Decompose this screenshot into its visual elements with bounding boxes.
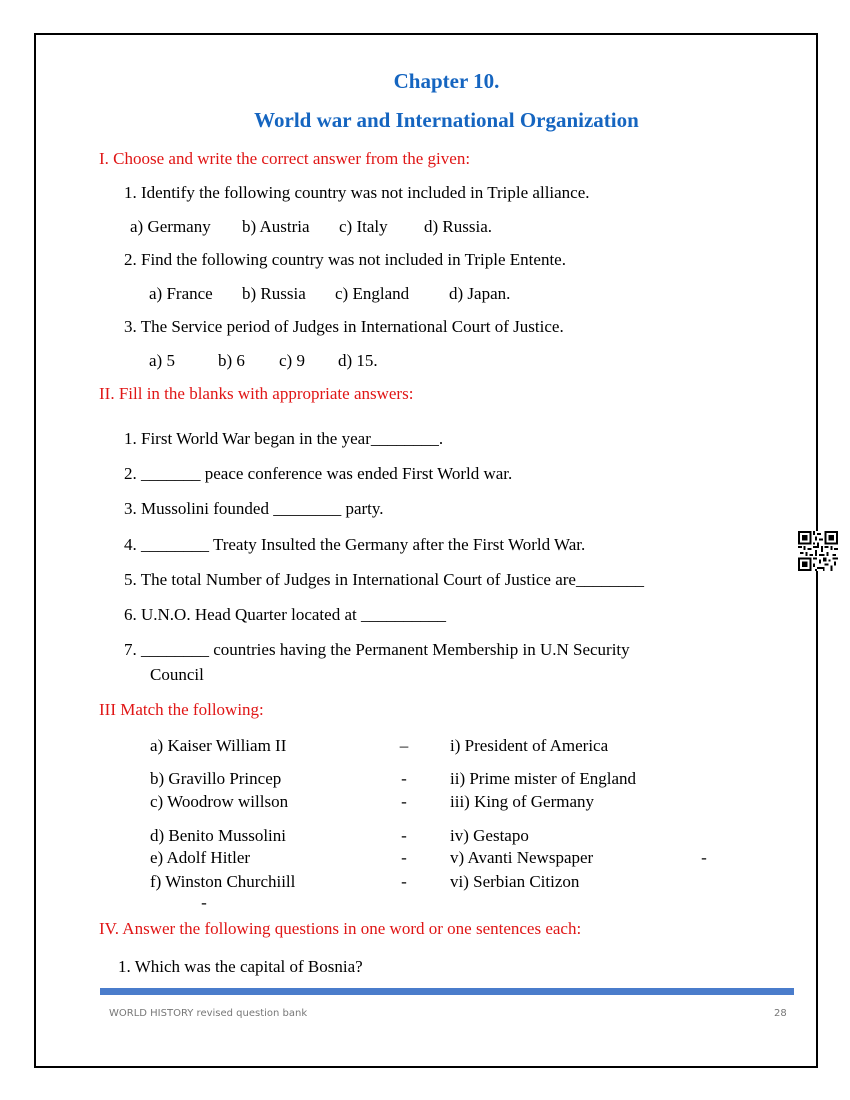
- match-left-c: c) Woodrow willson: [150, 792, 289, 811]
- option-b: b) Austria: [242, 217, 310, 236]
- option-c: c) England: [335, 284, 410, 303]
- option-a: a) 5: [149, 351, 175, 370]
- chapter-number: Chapter 10.: [393, 69, 500, 93]
- match-right-vi: vi) Serbian Citizon: [450, 872, 580, 891]
- fill-blank-4: 4. ________ Treaty Insulted the Germany after the First World War.: [124, 535, 586, 554]
- stray-dash: -: [201, 893, 207, 912]
- fill-blank-7: 7. ________ countries having the Permanent Membership in U.N Security: [124, 640, 630, 659]
- page-number: 28: [774, 1008, 787, 1019]
- option-b: b) 6: [218, 351, 245, 370]
- question-2: 2. Find the following country was not included in Triple Entente.: [124, 250, 566, 269]
- option-c: c) Italy: [339, 217, 388, 236]
- match-right-i: i) President of America: [450, 736, 609, 755]
- option-d: d) Russia.: [424, 217, 492, 236]
- footer-title: WORLD HISTORY revised question bank: [109, 1008, 308, 1019]
- fill-blank-6: 6. U.N.O. Head Quarter located at __________: [124, 605, 446, 624]
- section-1-heading: I. Choose and write the correct answer from the given:: [99, 149, 471, 168]
- fill-blank-2: 2. _______ peace conference was ended First World war.: [124, 464, 513, 483]
- fill-blank-1: 1. First World War began in the year________.: [124, 429, 444, 448]
- match-left-a: a) Kaiser William II: [150, 736, 287, 755]
- question-3: 3. The Service period of Judges in International Court of Justice.: [124, 317, 564, 336]
- match-separator: -: [401, 826, 407, 845]
- match-separator: -: [401, 848, 407, 867]
- option-a: a) France: [149, 284, 213, 303]
- question-1: 1. Identify the following country was not included in Triple alliance.: [124, 183, 590, 202]
- section-2-heading: II. Fill in the blanks with appropriate answers:: [99, 384, 414, 403]
- option-c: c) 9: [279, 351, 305, 370]
- match-right-iv: iv) Gestapo: [450, 826, 529, 845]
- chapter-title: World war and International Organization: [254, 108, 639, 132]
- match-separator: -: [401, 792, 407, 811]
- match-right-iii: iii) King of Germany: [450, 792, 594, 811]
- option-a: a) Germany: [130, 217, 211, 236]
- fill-blank-7-cont: Council: [150, 665, 204, 684]
- match-separator: –: [399, 736, 409, 755]
- match-left-f: f) Winston Churchiill: [150, 872, 296, 891]
- option-b: b) Russia: [242, 284, 306, 303]
- footer-rule: [100, 988, 794, 995]
- section-3-heading: III Match the following:: [99, 700, 264, 719]
- option-d: d) 15.: [338, 351, 378, 370]
- match-left-d: d) Benito Mussolini: [150, 826, 287, 845]
- match-left-e: e) Adolf Hitler: [150, 848, 251, 867]
- qr-code-icon: [798, 531, 838, 571]
- fill-blank-5: 5. The total Number of Judges in International Court of Justice are________: [124, 570, 644, 589]
- fill-blank-3: 3. Mussolini founded ________ party.: [124, 499, 384, 518]
- option-d: d) Japan.: [449, 284, 511, 303]
- match-left-b: b) Gravillo Princep: [150, 769, 282, 788]
- section-4-heading: IV. Answer the following questions in one word or one sentences each:: [99, 919, 582, 938]
- match-separator: -: [401, 872, 407, 891]
- match-right-ii: ii) Prime mister of England: [450, 769, 637, 788]
- short-answer-1: 1. Which was the capital of Bosnia?: [118, 957, 363, 976]
- match-separator: -: [401, 769, 407, 788]
- match-right-v: v) Avanti Newspaper: [450, 848, 594, 867]
- stray-dash: -: [701, 848, 707, 867]
